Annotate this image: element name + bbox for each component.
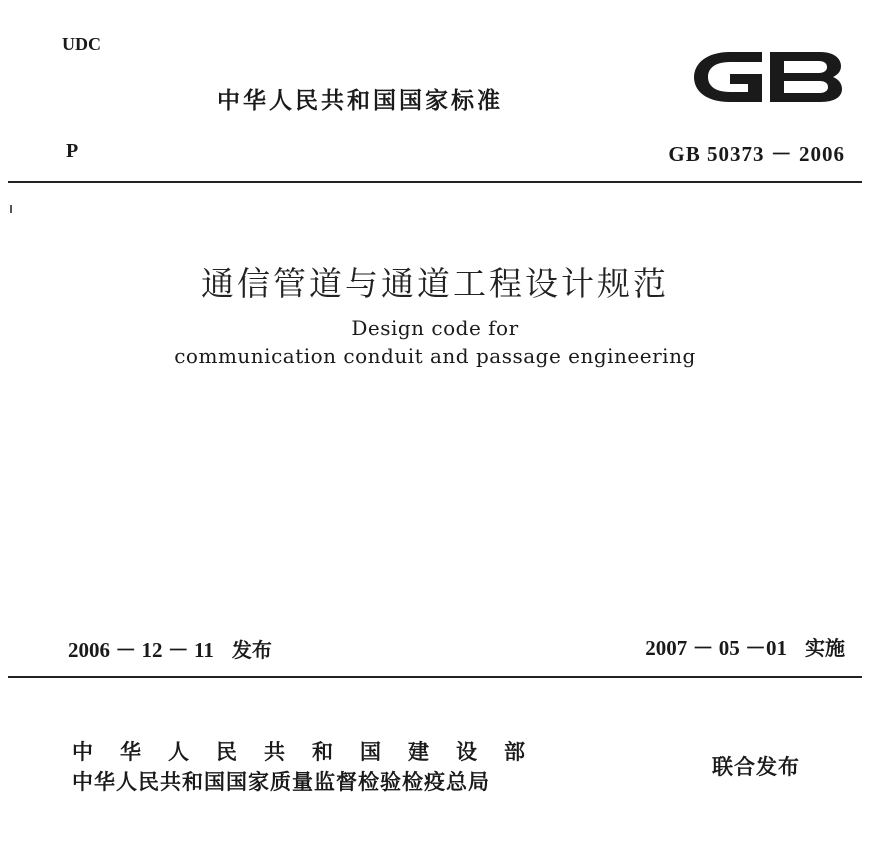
issuer-administration: 中华人民共和国国家质量监督检验检疫总局 (72, 770, 490, 794)
issue-date-block (68, 634, 272, 664)
bottom-divider (8, 676, 862, 678)
udc-label: UDC (62, 34, 101, 54)
joint-issue-label: 联合发布 (712, 755, 800, 779)
implement-label: 实施 (805, 636, 845, 660)
top-divider (8, 181, 862, 183)
title-chinese: 通信管道与通道工程设计规范 (201, 264, 669, 303)
scan-speck (10, 205, 12, 213)
national-standard-heading: 中华人民共和国国家标准 (217, 88, 503, 114)
implement-date: 2007 － 05 －01 (645, 636, 787, 660)
standard-number: GB 50373 － 2006 (668, 142, 845, 166)
classification-code: P (66, 140, 79, 162)
issue-label: 发布 (231, 638, 272, 662)
title-english-line1: Design code for (351, 316, 519, 340)
issuer-ministry: 中华人民共和国建设部 (72, 740, 552, 764)
title-english-line2: communication conduit and passage engineering (174, 344, 696, 368)
gb-logo (690, 48, 845, 106)
implement-date-block (645, 632, 845, 662)
issue-date: 2006 － 12 － 11 (68, 638, 214, 662)
